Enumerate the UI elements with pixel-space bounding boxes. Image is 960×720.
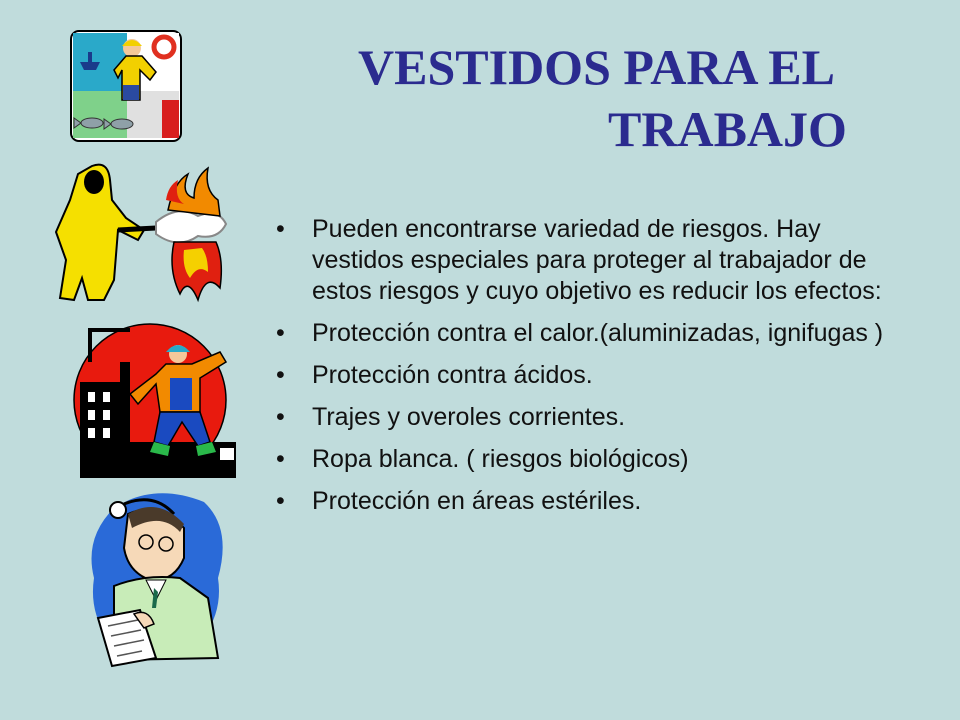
construction-worker-clipart: [70, 322, 236, 482]
bullet-item: • Trajes y overoles corrientes.: [272, 402, 902, 433]
bullet-item: • Ropa blanca. ( riesgos biológicos): [272, 444, 902, 475]
doctor-clipart: [84, 488, 234, 670]
bullet-item: • Protección contra el calor.(aluminizadas, ignifugas ): [272, 318, 902, 349]
firefighter-clipart: [48, 160, 233, 310]
page-title: [300, 36, 900, 160]
bullet-item: • Protección contra ácidos.: [272, 360, 902, 391]
fisherman-clipart: [70, 30, 182, 142]
bullet-item: • Protección en áreas estériles.: [272, 486, 902, 517]
bullet-item: • Pueden encontrarse variedad de riesgos. Hay vestidos especiales para proteger al trabajador de estos riesgos y cuyo objetivo es reducir los efectos:: [272, 214, 902, 307]
title-line-2: TRABAJO: [608, 101, 847, 157]
bullet-list: [272, 214, 902, 528]
title-line-1: VESTIDOS PARA EL: [358, 39, 835, 95]
